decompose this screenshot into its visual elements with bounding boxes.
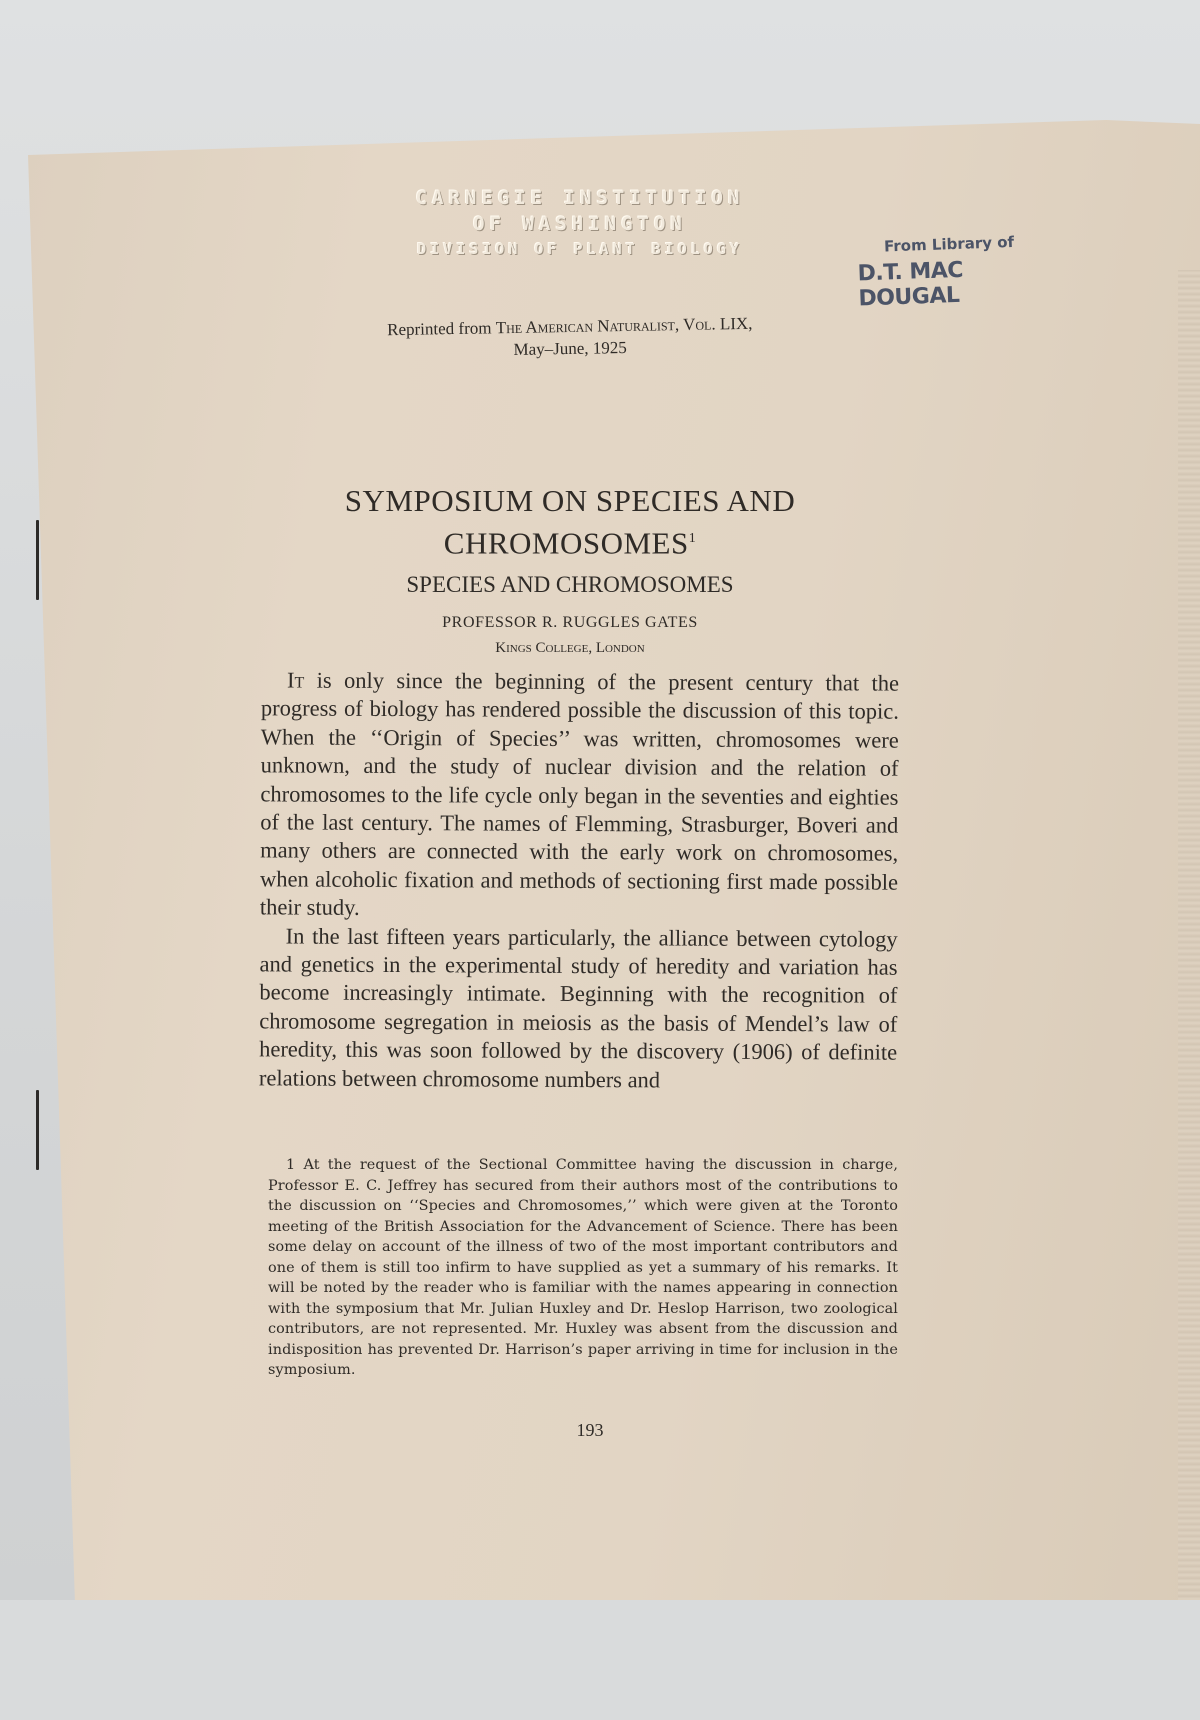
footnote: 1 At the request of the Sectional Committee having the discussion in charge, Professor E. C. Jeffrey has secured from their authors most of the contributions to the discussion on ‘‘Species and Chromosomes,’’ which were given at the Toronto meeting of the British Association for the Advancement of Science. There has been some delay on account of the illness of two of the most important contributors and one of them is still too infirm to have supplied as yet a summary of his remarks. It will be noted by the reader who is familiar with the names appearing in connection with the symposium that Mr. Julian Huxley and Dr. Heslop Harrison, two zoological contributors, are not represented. Mr. Huxley was absent from the discussion and indisposition has prevented Dr. Harrison’s paper arriving in time for inclusion in the symposium.: [268, 1157, 898, 1378]
library-stamp-line1: From Library of: [883, 232, 1015, 256]
emboss-institution-line2: OF WASHINGTON: [473, 213, 687, 235]
body-paragraph-2: In the last fifteen years particularly, the alliance between cytology and genetics in the experimental study of heredity and variation has become increasingly intimate. Beginning with the recognition of chromosome segregation in meiosis as the basis of Mendel’s law of heredity, this was soon followed by the discovery (1906) of definite relations between chromosome numbers and: [258, 923, 898, 1093]
author-affiliation: Kings College, London: [495, 640, 645, 656]
reprint-volume: , Vol. LIX,: [674, 313, 753, 335]
article-title: [280, 482, 860, 562]
library-stamp-line2: D.T. MAC DOUGAL: [857, 257, 964, 312]
reprint-prefix: Reprinted from: [387, 318, 496, 340]
reprint-journal: The American Naturalist: [495, 315, 676, 338]
body-paragraph-1: [260, 666, 899, 925]
reprint-date: May–June, 1925: [513, 338, 627, 359]
article-subtitle: SPECIES AND CHROMOSOMES: [406, 572, 734, 597]
page-edge: [1178, 270, 1200, 1720]
paragraph-1-text: is only since the beginning of the present century that the progress of biology has rendered possible the discussion of this topic. When the ‘‘Origin of Species’’ was written, chromosomes were unknown, and the study of nuclear division and the relation of chromosomes to the life cycle only began in the seventies and eighties of the last century. The names of Flemming, Strasburger, Boveri and many others are connected with the early work on chromosomes, when alcoholic fixation and methods of sectioning first made possible their study.: [259, 667, 900, 921]
drop-word: It: [286, 667, 305, 693]
emboss-institution-line3: DIVISION OF PLANT BIOLOGY: [417, 240, 743, 258]
title-line1: SYMPOSIUM ON SPECIES AND: [344, 483, 796, 518]
staple-bottom: [36, 1090, 39, 1170]
emboss-institution-line1: CARNEGIE INSTITUTION: [415, 187, 745, 209]
title-line2: CHROMOSOMES: [443, 525, 689, 561]
staple-top: [36, 520, 39, 600]
reprint-notice: [300, 311, 841, 364]
page-number: 193: [576, 1420, 604, 1440]
title-footnote-mark: 1: [688, 531, 697, 546]
article-body: [259, 666, 899, 1095]
article-author: PROFESSOR R. RUGGLES GATES: [442, 614, 698, 631]
